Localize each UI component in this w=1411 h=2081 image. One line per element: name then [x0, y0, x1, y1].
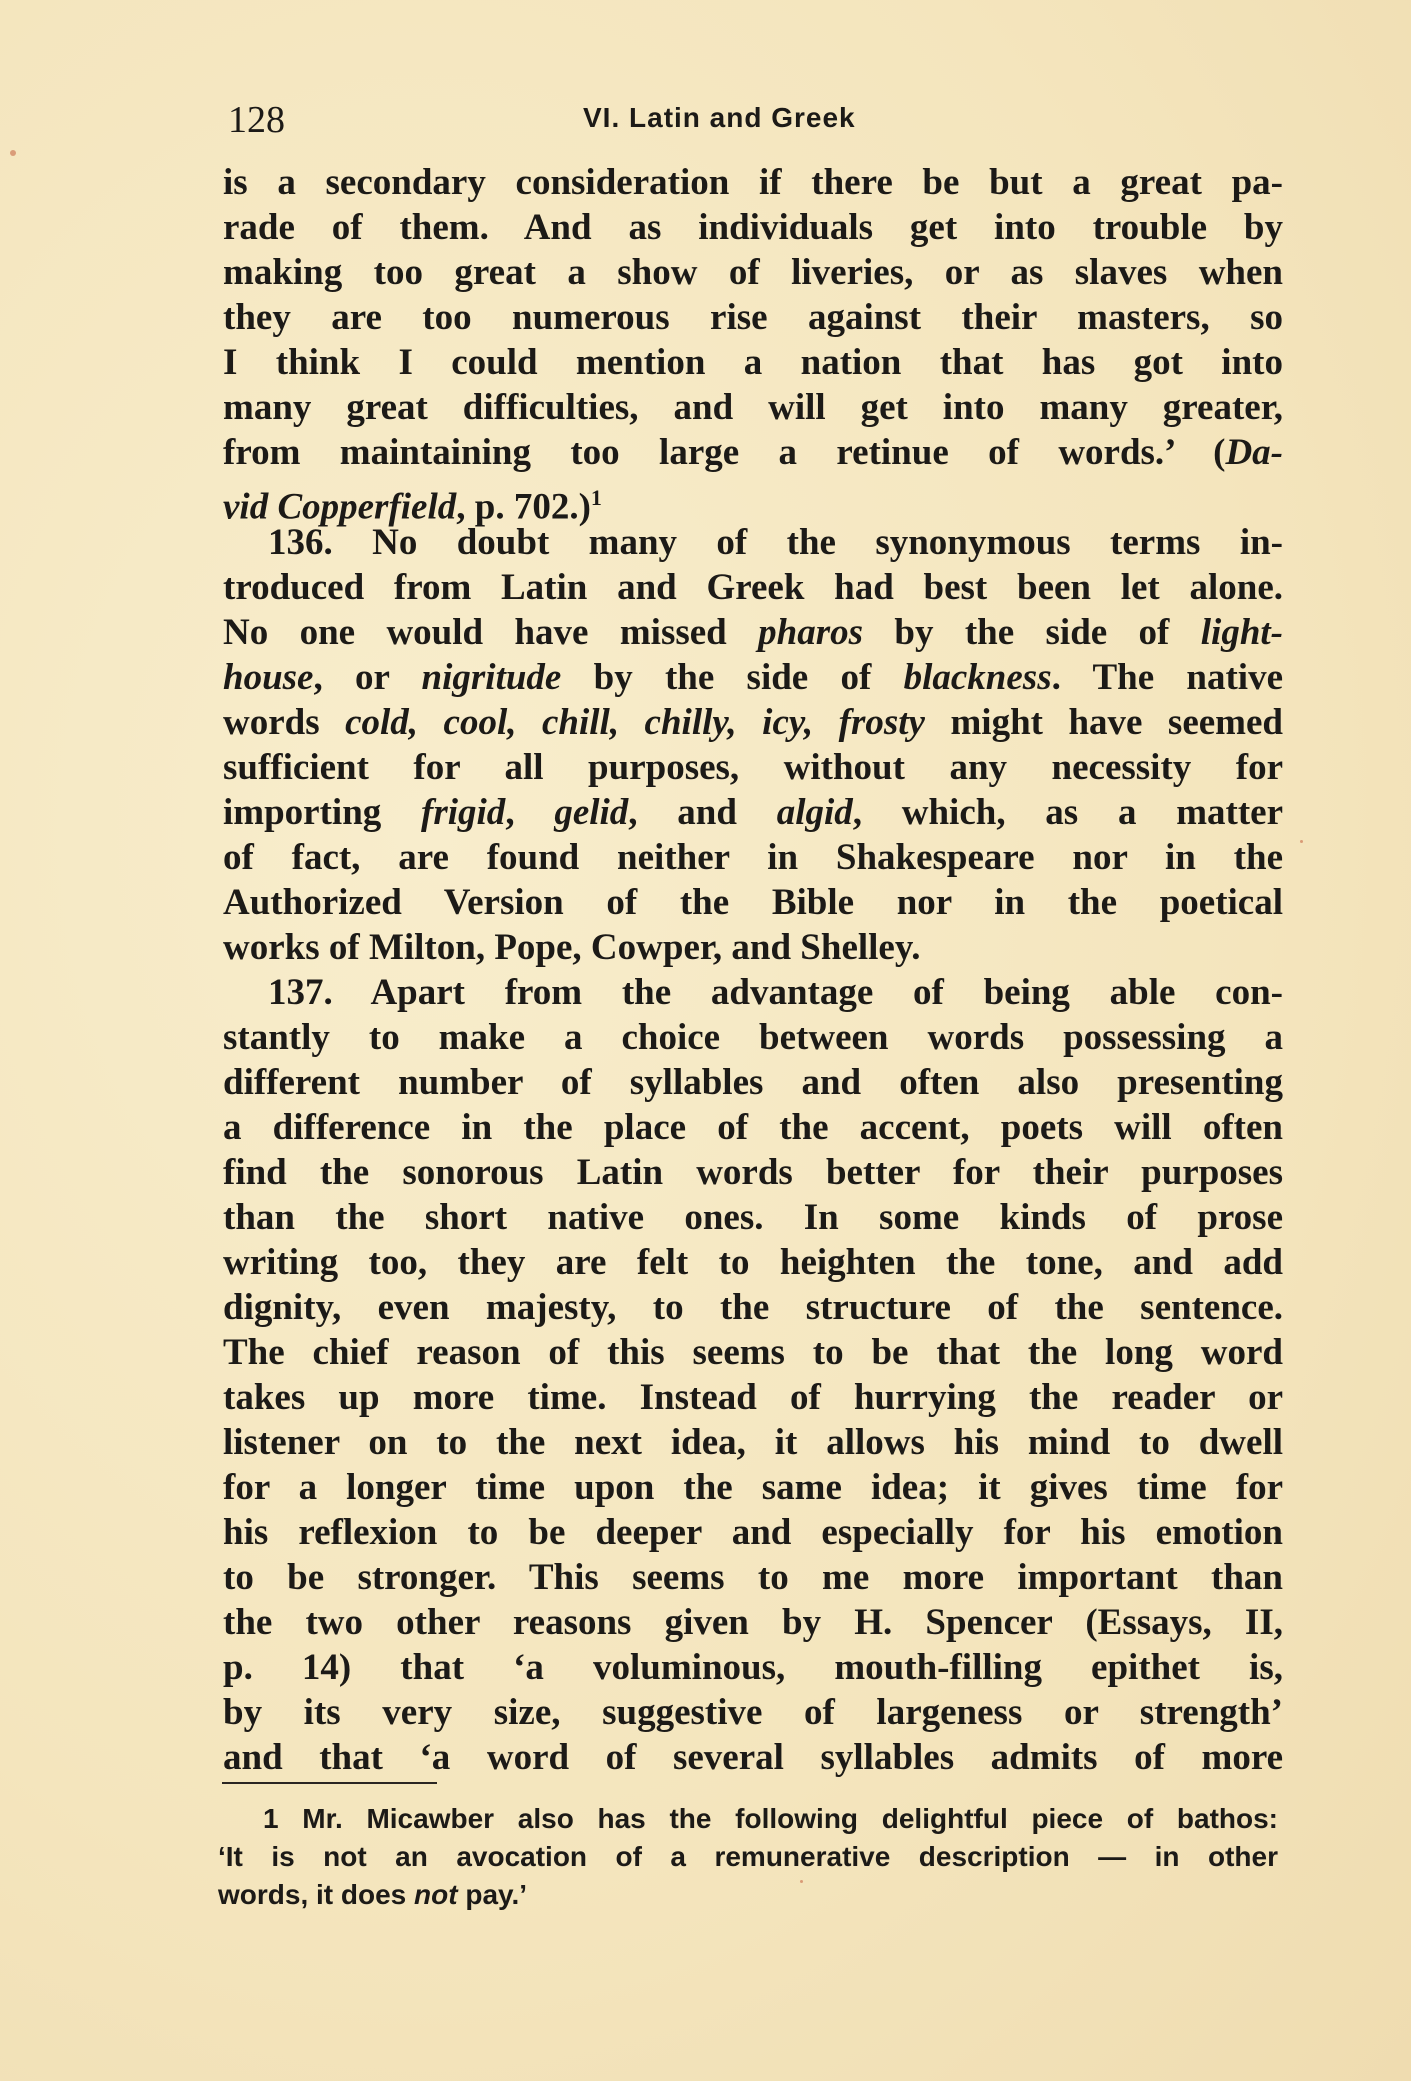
paper-speck: [1300, 840, 1303, 843]
footnote: [218, 1800, 1278, 1914]
text-line: The chief reason of this seems to be that the long word: [223, 1332, 1283, 1373]
text-line: different number of syllables and often also presenting: [223, 1062, 1283, 1103]
footnote-line: words, it does not pay.’: [218, 1879, 528, 1910]
section-number: 137.: [268, 972, 333, 1013]
text-line: works of Milton, Pope, Cowper, and Shelley.: [223, 927, 921, 968]
text-line: for a longer time upon the same idea; it gives time for: [223, 1467, 1283, 1508]
text-line: I think I could mention a nation that has got into: [223, 342, 1283, 383]
text-line: takes up more time. Instead of hurrying the reader or: [223, 1377, 1283, 1418]
text-line: vid Copperfield, p. 702.)$^1$: [223, 485, 602, 528]
text-line: rade of them. And as individuals get into trouble by: [223, 207, 1283, 248]
text-line: they are too numerous rise against their masters, so: [223, 297, 1283, 338]
text-line: from maintaining too large a retinue of words.’ (Da-: [223, 432, 1283, 473]
text-line: is a secondary consideration if there be but a great pa-: [223, 162, 1283, 203]
text-line: importing frigid, gelid, and algid, which, as a matter: [223, 792, 1284, 833]
running-head: VI. Latin and Greek: [583, 102, 856, 133]
paper-speck: [800, 1880, 803, 1883]
page-number: 128: [228, 99, 285, 141]
footnote-line: 1 Mr. Micawber also has the following delightful piece of bathos:: [263, 1803, 1278, 1834]
text-line: his reflexion to be deeper and especially for his emotion: [223, 1512, 1283, 1553]
text-line: words cold, cool, chill, chilly, icy, frosty might have seemed: [223, 702, 1283, 743]
paragraph-137-start: 137. Apart from the advantage of being able con-: [268, 972, 1283, 1013]
text-line: house, or nigritude by the side of blackness. The native: [223, 657, 1283, 698]
paper-speck: [10, 150, 16, 156]
text-line: find the sonorous Latin words better for their purposes: [223, 1152, 1283, 1193]
paragraph-136-start: 136. No doubt many of the synonymous terms in-: [268, 522, 1283, 563]
footnote-rule: [222, 1782, 437, 1784]
text-line: listener on to the next idea, it allows his mind to dwell: [223, 1422, 1283, 1463]
text-line: writing too, they are felt to heighten the tone, and add: [223, 1242, 1283, 1283]
page-header: [228, 98, 1278, 144]
text-line: than the short native ones. In some kinds of prose: [223, 1197, 1283, 1238]
text-line: dignity, even majesty, to the structure of the sentence.: [223, 1287, 1283, 1328]
text-line: making too great a show of liveries, or as slaves when: [223, 252, 1283, 293]
text-line: and that ‘a word of several syllables admits of more: [223, 1737, 1283, 1778]
body-text: [223, 160, 1283, 1780]
text-line: by its very size, suggestive of largeness or strength’: [223, 1692, 1283, 1733]
text-line: No one would have missed pharos by the side of light-: [223, 612, 1284, 653]
text-line: sufficient for all purposes, without any necessity for: [223, 747, 1283, 788]
footnote-marker: 1: [590, 485, 602, 510]
text-line: the two other reasons given by H. Spencer (Essays, II,: [223, 1602, 1283, 1643]
text-line: of fact, are found neither in Shakespeare nor in the: [223, 837, 1283, 878]
section-number: 136.: [268, 522, 333, 563]
text-line: a difference in the place of the accent, poets will often: [223, 1107, 1283, 1148]
text-line: stantly to make a choice between words possessing a: [223, 1017, 1283, 1058]
text-line: many great difficulties, and will get into many greater,: [223, 387, 1283, 428]
text-line: p. 14) that ‘a voluminous, mouth-filling epithet is,: [223, 1647, 1283, 1688]
text-line: troduced from Latin and Greek had best been let alone.: [223, 567, 1283, 608]
footnote-line: ‘It is not an avocation of a remunerative description — in other: [218, 1841, 1278, 1872]
text-line: to be stronger. This seems to me more important than: [223, 1557, 1283, 1598]
text-line: Authorized Version of the Bible nor in the poetical: [223, 882, 1283, 923]
